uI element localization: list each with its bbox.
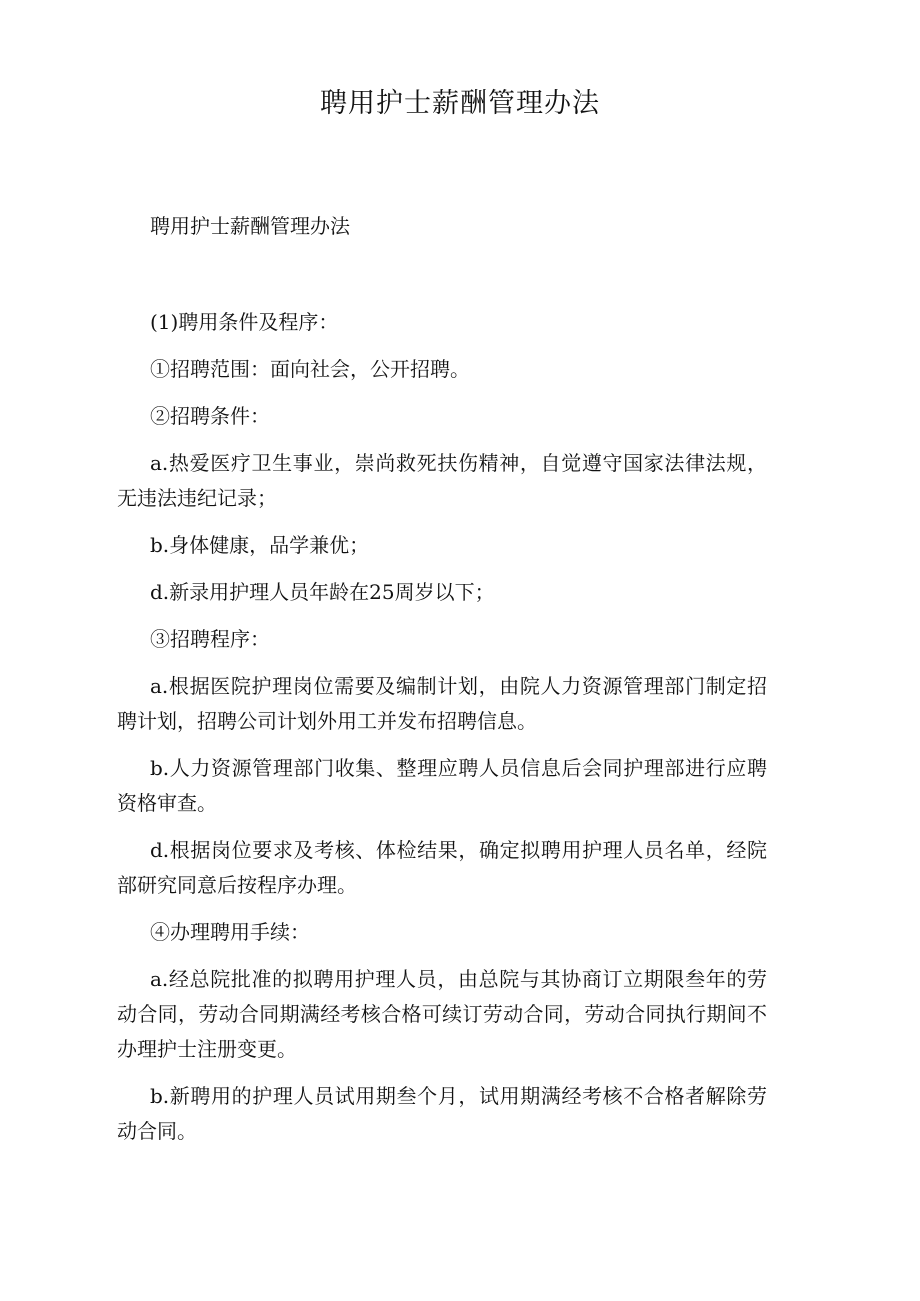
- document-subtitle: 聘用护士薪酬管理办法: [150, 214, 350, 238]
- paragraph-procedure-b: b.人力资源管理部门收集、整理应聘人员信息后会同护理部进行应聘资格审查。: [117, 756, 767, 815]
- paragraph-formalities-a: a.经总院批准的拟聘用护理人员，由总院与其协商订立期限叁年的劳动合同，劳动合同期满经考核合格可续订劳动合同，劳动合同执行期间不办理护士注册变更。: [117, 967, 767, 1061]
- paragraph-criteria-a: a.热爱医疗卫生事业，崇尚救死扶伤精神，自觉遵守国家法律法规，无违法违纪记录；: [117, 451, 767, 510]
- paragraph-procedure-d: d.根据岗位要求及考核、体检结果，确定拟聘用护理人员名单，经院部研究同意后按程序办理。: [117, 838, 767, 897]
- paragraph-recruitment-procedure-heading: ③招聘程序：: [150, 627, 270, 651]
- paragraph-formalities-b: b.新聘用的护理人员试用期叁个月，试用期满经考核不合格者解除劳动合同。: [117, 1084, 767, 1143]
- paragraph-procedure-a: a.根据医院护理岗位需要及编制计划，由院人力资源管理部门制定招聘计划，招聘公司计划外用工并发布招聘信息。: [117, 674, 767, 733]
- document-body: [117, 305, 767, 1161]
- paragraph-criteria-d: d.新录用护理人员年龄在25周岁以下；: [150, 580, 495, 604]
- paragraph-hiring-formalities-heading: ④办理聘用手续：: [150, 920, 310, 944]
- paragraph-recruitment-scope: ①招聘范围：面向社会，公开招聘。: [150, 357, 470, 381]
- paragraph-recruitment-conditions-heading: (1)聘用条件及程序：: [150, 310, 339, 334]
- paragraph-criteria-b: b.身体健康，品学兼优；: [150, 533, 370, 557]
- paragraph-recruitment-criteria-heading: ②招聘条件：: [150, 404, 270, 428]
- document-title: 聘用护士薪酬管理办法: [320, 88, 600, 119]
